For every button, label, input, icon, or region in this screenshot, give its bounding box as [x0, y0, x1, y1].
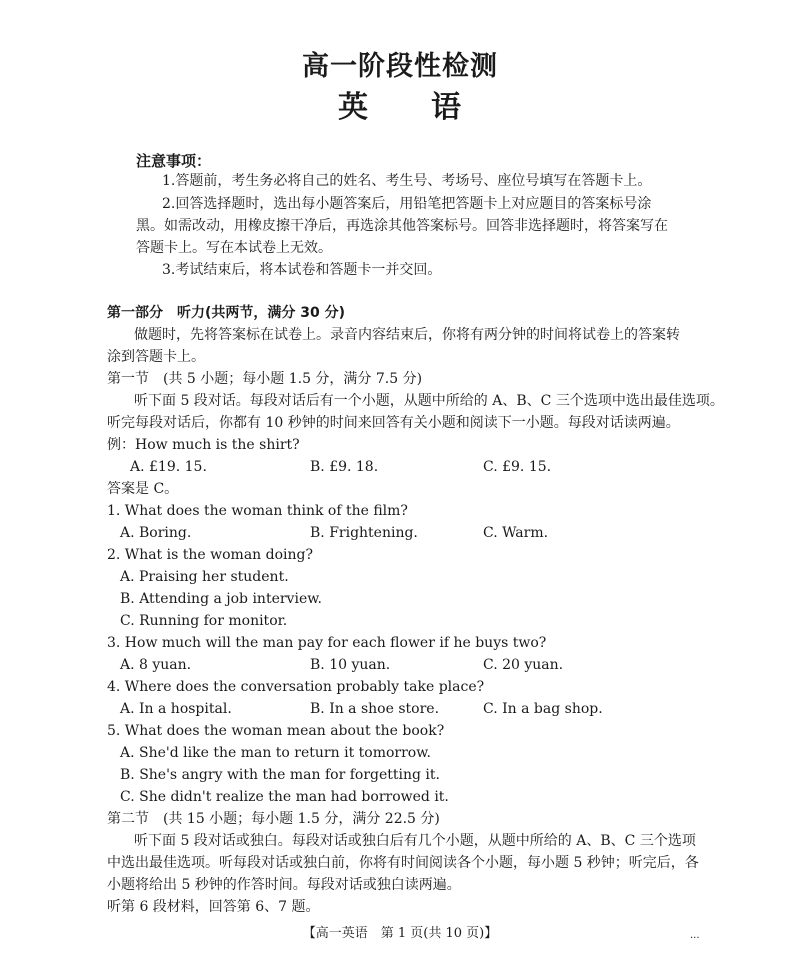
- q4-option-c: C. In a bag shop.: [483, 701, 603, 717]
- question-5: 5. What does the woman mean about the book?: [107, 723, 445, 739]
- q5-option-b: B. She's angry with the man for forgetting it.: [120, 767, 440, 783]
- section1-intro-2: 听完每段对话后，你都有 10 秒钟的时间来回答有关小题和阅读下一小题。每段对话读两遍。: [107, 415, 680, 431]
- example-answer: 答案是 C。: [107, 481, 179, 497]
- section2-intro-3: 小题将给出 5 秒钟的作答时间。每段对话或独白读两遍。: [107, 877, 461, 893]
- example-option-b: B. £9. 18.: [310, 459, 379, 475]
- note-line-3: 黑。如需改动，用橡皮擦干净后，再选涂其他答案标号。回答非选择题时，将答案写在: [136, 218, 668, 234]
- q1-option-a: A. Boring.: [120, 525, 192, 541]
- example-option-a: A. £19. 15.: [130, 459, 207, 475]
- q3-option-a: A. 8 yuan.: [120, 657, 192, 673]
- corner-mark: ...: [690, 930, 700, 941]
- part1-intro-1: 做题时，先将答案标在试卷上。录音内容结束后，你将有两分钟的时间将试卷上的答案转: [134, 327, 680, 343]
- section2-material: 听第 6 段材料，回答第 6、7 题。: [107, 899, 320, 915]
- q3-option-c: C. 20 yuan.: [483, 657, 564, 673]
- section2-intro-2: 中选出最佳选项。听每段对话或独白前，你将有时间阅读各个小题，每小题 5 秒钟；听完后，各: [107, 855, 699, 871]
- note-line-5: 3.考试结束后，将本试卷和答题卡一并交回。: [162, 262, 442, 278]
- note-line-2: 2.回答选择题时，选出每小题答案后，用铅笔把答题卡上对应题目的答案标号涂: [162, 196, 652, 212]
- q3-option-b: B. 10 yuan.: [310, 657, 391, 673]
- part1-intro-2: 涂到答题卡上。: [107, 349, 205, 365]
- note-line-4: 答题卡上。写在本试卷上无效。: [136, 240, 332, 256]
- q4-option-b: B. In a shoe store.: [310, 701, 440, 717]
- section2-heading: 第二节 (共 15 小题；每小题 1.5 分，满分 22.5 分): [107, 811, 440, 827]
- q5-option-a: A. She'd like the man to return it tomorrow.: [120, 745, 431, 761]
- question-3: 3. How much will the man pay for each flower if he buys two?: [107, 635, 547, 651]
- q1-option-b: B. Frightening.: [310, 525, 418, 541]
- q5-option-c: C. She didn't realize the man had borrowed it.: [120, 789, 449, 805]
- q2-option-b: B. Attending a job interview.: [120, 591, 322, 607]
- q2-option-a: A. Praising her student.: [120, 569, 289, 585]
- q1-option-c: C. Warm.: [483, 525, 549, 541]
- question-2: 2. What is the woman doing?: [107, 547, 313, 563]
- part1-heading: 第一部分 听力(共两节，满分 30 分): [107, 305, 346, 321]
- subject-char-1: 英: [338, 90, 369, 125]
- subject-char-2: 语: [431, 90, 462, 125]
- exam-title: 高一阶段性检测: [302, 51, 498, 82]
- subject-title: [0, 82, 800, 126]
- note-line-1: 1.答题前，考生务必将自己的姓名、考生号、考场号、座位号填写在答题卡上。: [162, 173, 652, 189]
- section2-intro-1: 听下面 5 段对话或独白。每段对话或独白后有几个小题，从题中所给的 A、B、C 三个选项: [134, 833, 696, 849]
- question-1: 1. What does the woman think of the film?: [107, 503, 408, 519]
- q2-option-c: C. Running for monitor.: [120, 613, 288, 629]
- section1-intro-1: 听下面 5 段对话。每段对话后有一个小题，从题中所给的 A、B、C 三个选项中选出最佳选项。: [134, 393, 724, 409]
- page-footer: 【高一英语 第 1 页(共 10 页)】: [302, 926, 498, 941]
- question-4: 4. Where does the conversation probably take place?: [107, 679, 485, 695]
- notes-heading: 注意事项：: [136, 152, 212, 170]
- example-option-c: C. £9. 15.: [483, 459, 552, 475]
- q4-option-a: A. In a hospital.: [120, 701, 232, 717]
- section1-heading: 第一节 (共 5 小题；每小题 1.5 分，满分 7.5 分): [107, 371, 423, 387]
- example-question: 例：How much is the shirt?: [107, 437, 300, 453]
